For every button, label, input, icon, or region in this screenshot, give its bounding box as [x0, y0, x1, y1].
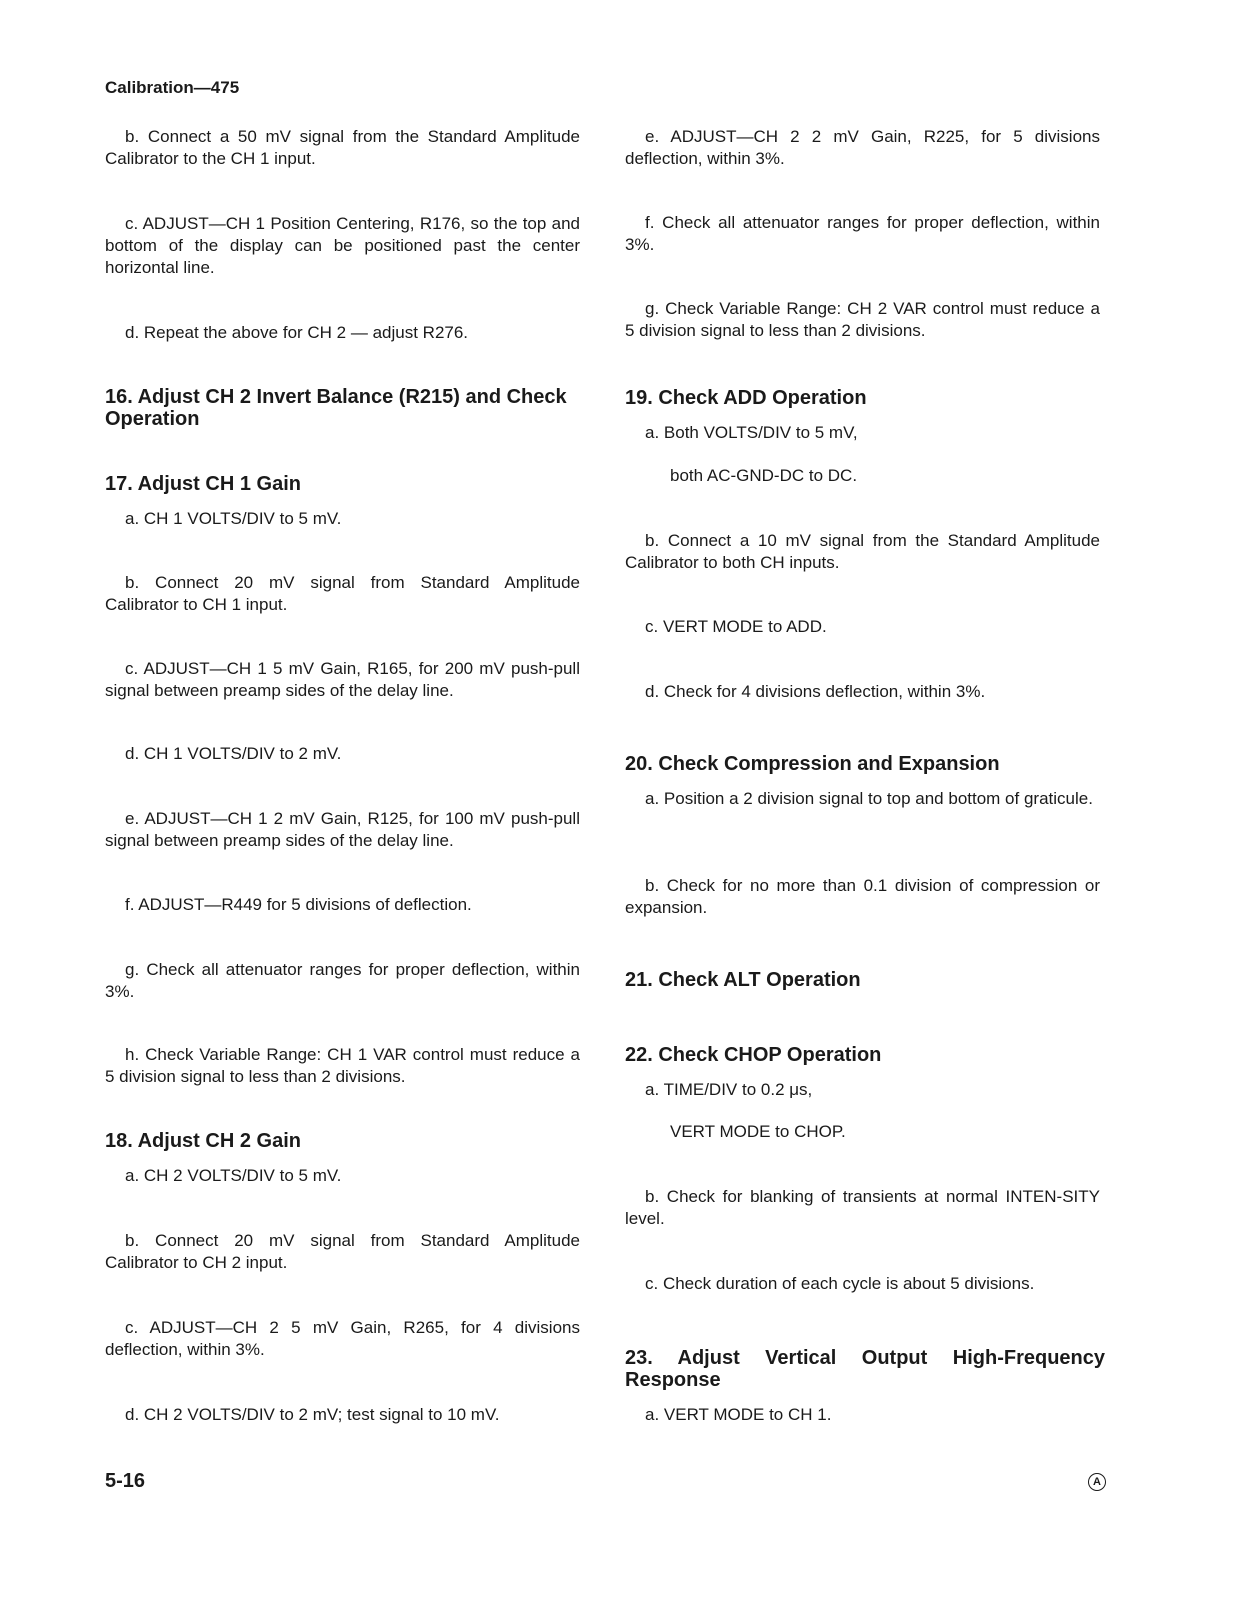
- step-c-adjust-ch1-position: c. ADJUST—CH 1 Position Centering, R176, so the top and bottom of the display can be positioned past the center horizontal line.: [105, 214, 580, 277]
- step-23a: a. VERT MODE to CH 1.: [645, 1405, 832, 1424]
- step-e-adjust-ch2-gain: e. ADJUST—CH 2 2 mV Gain, R225, for 5 divisions deflection, within 3%.: [625, 127, 1100, 168]
- step-22c: c. Check duration of each cycle is about 5 divisions.: [645, 1274, 1035, 1293]
- step-20a: a. Position a 2 division signal to top and bottom of graticule.: [645, 789, 1093, 808]
- section-heading-16: 16. Adjust CH 2 Invert Balance (R215) and Check Operation: [105, 386, 567, 430]
- step-22b: b. Check for blanking of transients at normal INTEN-SITY level.: [625, 1187, 1100, 1228]
- section-heading-23: 23. Adjust Vertical Output High-Frequency Response: [625, 1347, 1105, 1391]
- step-18b: b. Connect 20 mV signal from Standard Amplitude Calibrator to CH 2 input.: [105, 1231, 580, 1272]
- page-header: Calibration—475: [105, 78, 240, 97]
- step-22a-continued: VERT MODE to CHOP.: [670, 1122, 846, 1141]
- step-19a: a. Both VOLTS/DIV to 5 mV,: [645, 423, 858, 442]
- step-22a: a. TIME/DIV to 0.2 μs,: [645, 1080, 813, 1099]
- step-20b: b. Check for no more than 0.1 division of compression or expansion.: [625, 876, 1100, 917]
- section-heading-22: 22. Check CHOP Operation: [625, 1044, 882, 1066]
- section-heading-20: 20. Check Compression and Expansion: [625, 753, 1000, 775]
- step-f-check-attenuator: f. Check all attenuator ranges for proper deflection, within 3%.: [625, 213, 1100, 254]
- page-number: 5-16: [105, 1470, 146, 1492]
- revision-mark-icon: A: [1088, 1473, 1106, 1491]
- step-17f: f. ADJUST—R449 for 5 divisions of deflection.: [125, 895, 472, 914]
- step-g-check-variable-range: g. Check Variable Range: CH 2 VAR control must reduce a 5 division signal to less than 2 divisions.: [625, 299, 1100, 340]
- step-17h: h. Check Variable Range: CH 1 VAR control must reduce a 5 division signal to less than 2 divisions.: [105, 1045, 580, 1086]
- section-heading-18: 18. Adjust CH 2 Gain: [105, 1130, 301, 1152]
- step-19a-continued: both AC-GND-DC to DC.: [670, 466, 858, 485]
- step-19d: d. Check for 4 divisions deflection, within 3%.: [645, 682, 986, 701]
- step-19b: b. Connect a 10 mV signal from the Standard Amplitude Calibrator to both CH inputs.: [625, 531, 1100, 572]
- step-b-connect-ch1: b. Connect a 50 mV signal from the Standard Amplitude Calibrator to the CH 1 input.: [105, 127, 580, 168]
- step-17c: c. ADJUST—CH 1 5 mV Gain, R165, for 200 mV push-pull signal between preamp sides of the delay line.: [105, 659, 580, 700]
- step-17b: b. Connect 20 mV signal from Standard Amplitude Calibrator to CH 1 input.: [105, 573, 580, 614]
- step-18c: c. ADJUST—CH 2 5 mV Gain, R265, for 4 divisions deflection, within 3%.: [105, 1318, 580, 1359]
- step-17e: e. ADJUST—CH 1 2 mV Gain, R125, for 100 mV push-pull signal between preamp sides of the delay line.: [105, 809, 580, 850]
- step-d-repeat-ch2: d. Repeat the above for CH 2 — adjust R276.: [125, 323, 469, 342]
- step-18a: a. CH 2 VOLTS/DIV to 5 mV.: [125, 1166, 342, 1185]
- step-17a: a. CH 1 VOLTS/DIV to 5 mV.: [125, 509, 342, 528]
- section-heading-21: 21. Check ALT Operation: [625, 969, 861, 991]
- step-17g: g. Check all attenuator ranges for proper deflection, within 3%.: [105, 960, 580, 1001]
- step-19c: c. VERT MODE to ADD.: [645, 617, 827, 636]
- step-17d: d. CH 1 VOLTS/DIV to 2 mV.: [125, 744, 342, 763]
- section-heading-19: 19. Check ADD Operation: [625, 387, 867, 409]
- section-heading-17: 17. Adjust CH 1 Gain: [105, 473, 301, 495]
- step-18d: d. CH 2 VOLTS/DIV to 2 mV; test signal to 10 mV.: [125, 1405, 500, 1424]
